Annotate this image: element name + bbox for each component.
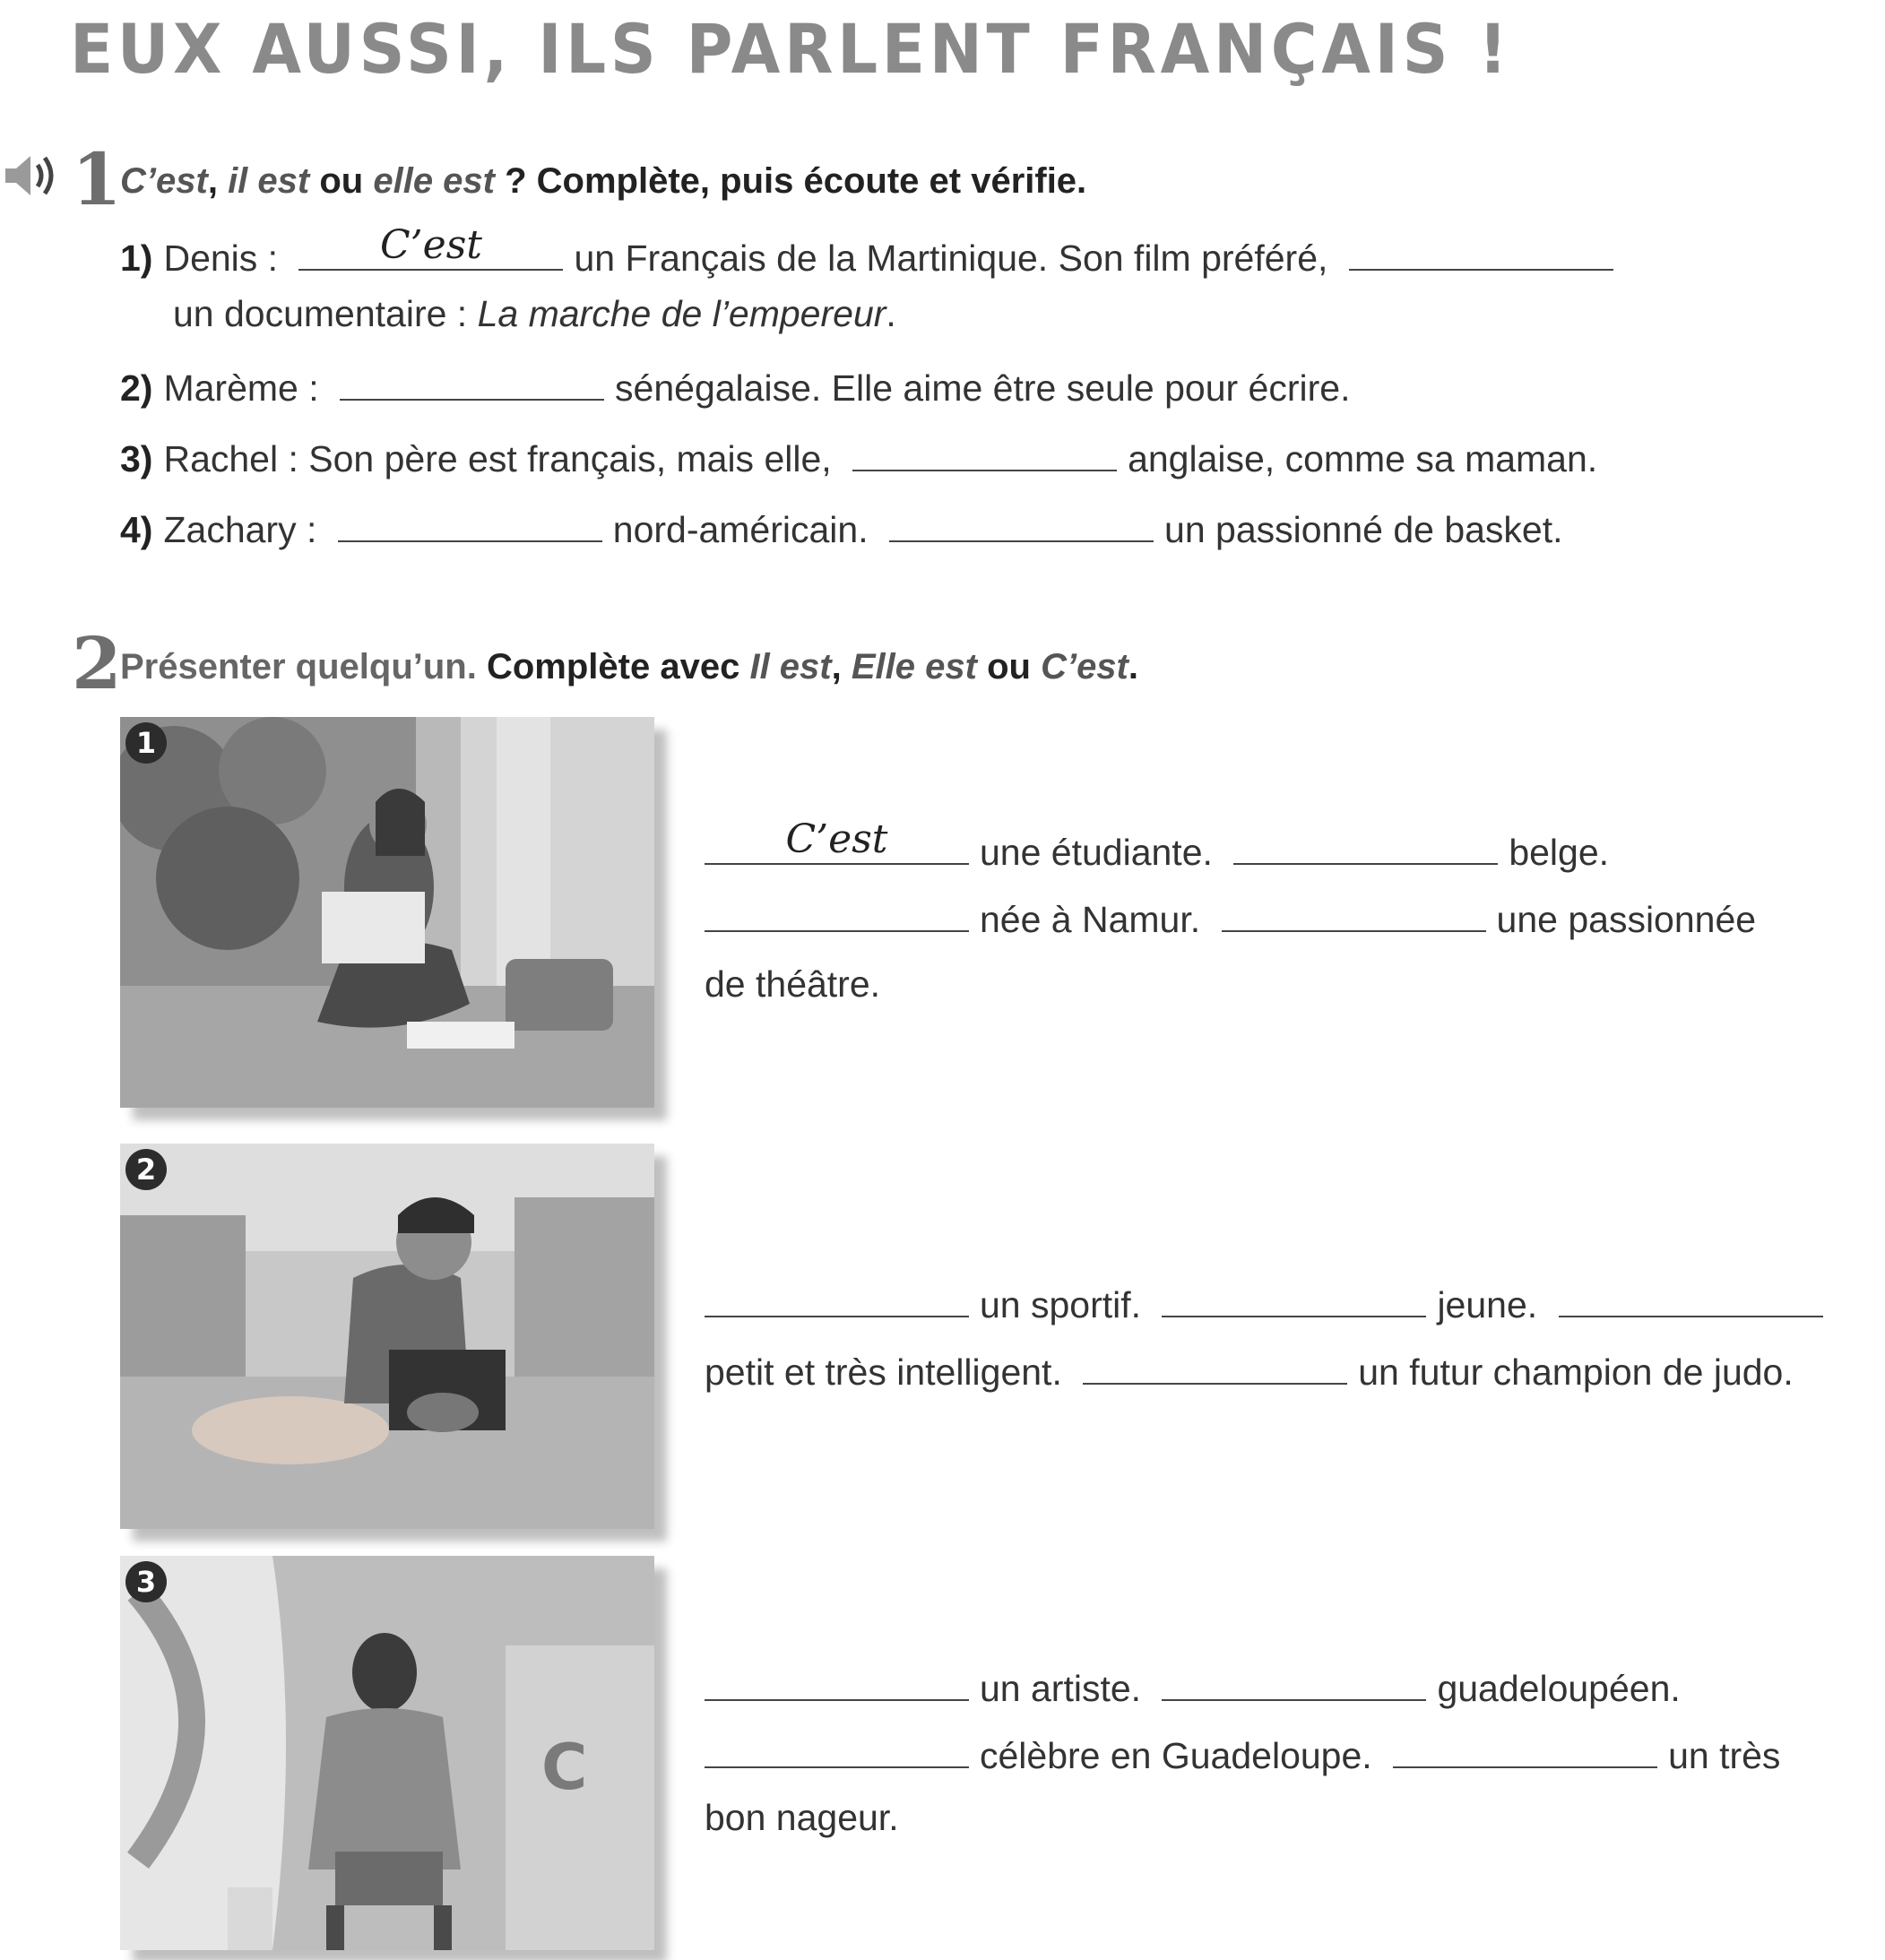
exercise-2-number: 2	[72, 621, 122, 705]
blank-field[interactable]	[338, 506, 602, 542]
exercise-1-instruction: C’est, il est ou elle est ? Complète, puis écoute et vérifie.	[120, 161, 1087, 201]
ex2-p2-line-1: un sportif. jeune.	[705, 1282, 1834, 1324]
ex2-p1-line-2: née à Namur. une passionnée	[705, 896, 1756, 938]
blank-field[interactable]: C’est	[705, 829, 969, 865]
exercise-2-instruction: Présenter quelqu’un. Complète avec Il est, Elle est ou C’est.	[120, 647, 1138, 686]
blank-field[interactable]	[1349, 235, 1613, 271]
speaker-icon[interactable]	[2, 151, 57, 205]
photo-artist-sitting	[120, 1556, 654, 1950]
blank-field[interactable]	[889, 506, 1154, 542]
photo-athlete-stretching	[120, 1144, 654, 1529]
photo-number-badge: 1	[125, 722, 167, 764]
exercise-1-number: 1	[72, 137, 122, 221]
ex2-p1-line-3: de théâtre.	[705, 963, 881, 1005]
svg-text:C: C	[541, 1731, 588, 1804]
photo-number-badge: 3	[125, 1561, 167, 1602]
ex1-item-4: 4) Zachary : nord-américain. un passionné de basket.	[120, 506, 1563, 548]
blank-field[interactable]	[705, 1665, 969, 1701]
blank-field[interactable]	[1162, 1665, 1426, 1701]
ex2-p3-line-1: un artiste. guadeloupéen.	[705, 1665, 1681, 1707]
ex2-p1-line-1: C’est une étudiante. belge.	[705, 829, 1609, 871]
blank-field[interactable]	[1083, 1349, 1347, 1385]
ex2-p3-line-2: célèbre en Guadeloupe. un très	[705, 1732, 1780, 1774]
ex1-item-2: 2) Marème : sénégalaise. Elle aime être seule pour écrire.	[120, 365, 1350, 407]
blank-field[interactable]: C’est	[298, 235, 563, 271]
page-title: EUX AUSSI, ILS PARLENT FRANÇAIS !	[70, 9, 1512, 89]
ex1-item-3: 3) Rachel : Son père est français, mais elle, anglaise, comme sa maman.	[120, 436, 1597, 478]
blank-field[interactable]	[705, 1282, 969, 1317]
blank-field[interactable]	[1233, 829, 1498, 865]
blank-field[interactable]	[1162, 1282, 1426, 1317]
ex2-p3-line-3: bon nageur.	[705, 1797, 899, 1838]
blank-field[interactable]	[852, 436, 1117, 471]
blank-field[interactable]	[340, 365, 604, 401]
blank-field[interactable]	[705, 1732, 969, 1768]
blank-field[interactable]	[1393, 1732, 1657, 1768]
blank-field[interactable]	[1559, 1282, 1823, 1317]
ex2-p2-line-2: petit et très intelligent. un futur champion de judo.	[705, 1349, 1794, 1391]
blank-field[interactable]	[1222, 896, 1486, 932]
photo-number-badge: 2	[125, 1149, 167, 1190]
ex1-item-1-cont: un documentaire : La marche de l’empereur.	[173, 293, 896, 334]
photo-student-with-laptop	[120, 717, 654, 1108]
ex1-item-1: 1) Denis : C’est un Français de la Martinique. Son film préféré,	[120, 235, 1624, 277]
blank-field[interactable]	[705, 896, 969, 932]
